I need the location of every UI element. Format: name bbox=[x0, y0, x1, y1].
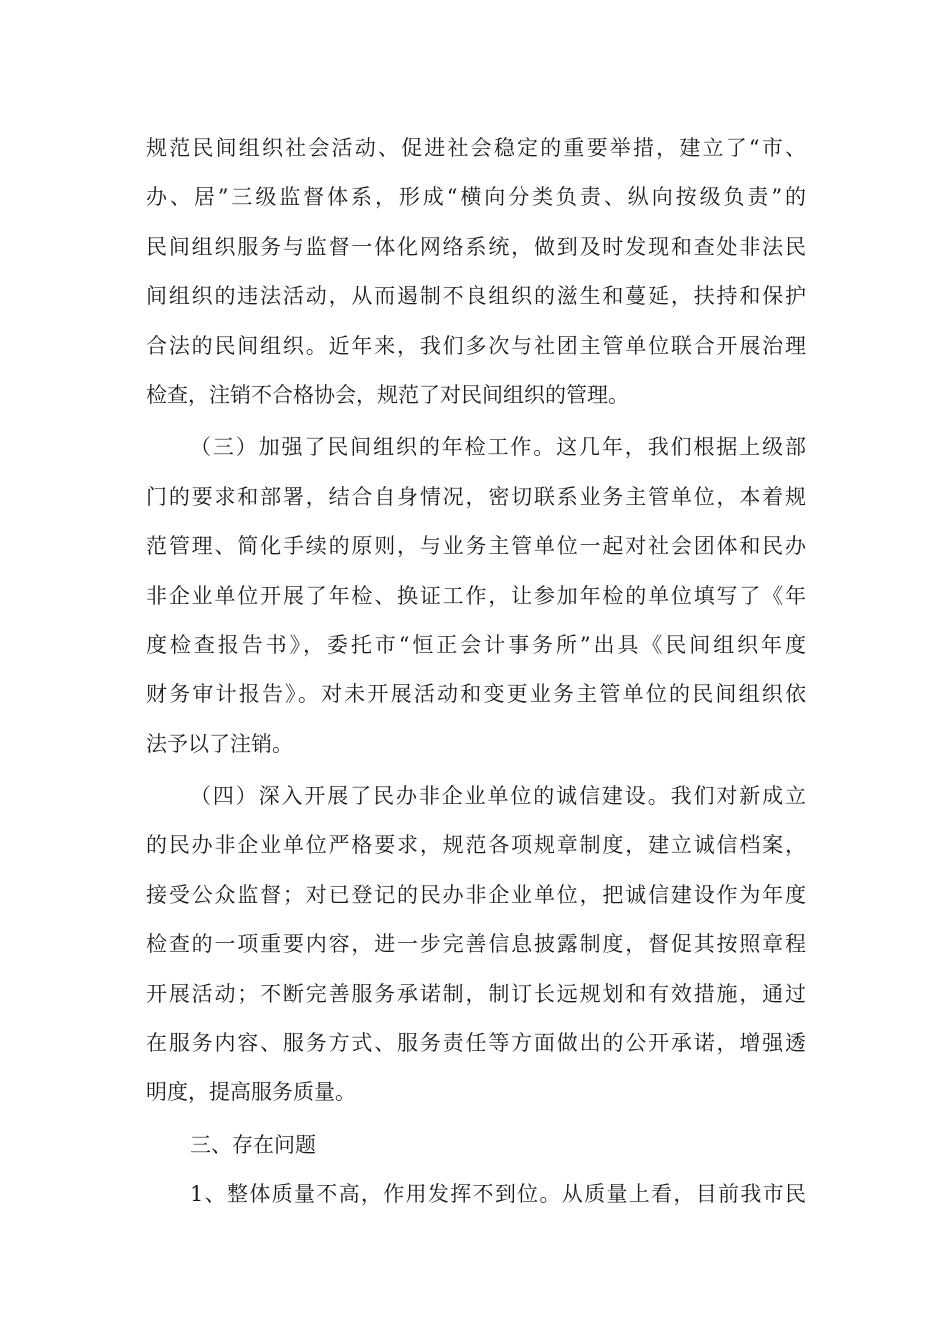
text-line: 法予以了注销。 bbox=[146, 731, 293, 756]
text-line: 度检查报告书》，委托市“恒正会计事务所”出具《民间组织年度 bbox=[146, 632, 806, 657]
numbered-paragraph: 1、整体质量不高，作用发挥不到位。从质量上看，目前我市民 bbox=[190, 1182, 806, 1207]
text-line: 开展活动；不断完善服务承诺制，制订长远规划和有效措施，通过 bbox=[146, 981, 806, 1006]
text-line: 在服务内容、服务方式、服务责任等方面做出的公开承诺，增强透 bbox=[146, 1031, 806, 1056]
text-line: 检查的一项重要内容，进一步完善信息披露制度，督促其按照章程 bbox=[146, 932, 806, 957]
body-text bbox=[146, 124, 806, 1220]
text-line: 办、居”三级监督体系，形成“横向分类负责、纵向按级负责”的 bbox=[146, 185, 806, 210]
text-line: 间组织的违法活动，从而遏制不良组织的滋生和蔓延，扶持和保护 bbox=[146, 284, 806, 309]
text-line: 非企业单位开展了年检、换证工作，让参加年检的单位填写了《年 bbox=[146, 583, 806, 608]
text-line: 的民办非企业单位严格要求，规范各项规章制度，建立诚信档案， bbox=[146, 833, 806, 858]
text-line: 财务审计报告》。对未开展活动和变更业务主管单位的民间组织依 bbox=[146, 682, 806, 707]
text-line: 规范民间组织社会活动、促进社会稳定的重要举措，建立了“市、 bbox=[146, 136, 806, 160]
text-line: 接受公众监督；对已登记的民办非企业单位，把诚信建设作为年度 bbox=[146, 882, 806, 907]
text-line: 范管理、简化手续的原则，与业务主管单位一起对社会团体和民办 bbox=[146, 534, 806, 559]
text-line: 门的要求和部署，结合自身情况，密切联系业务主管单位，本着规 bbox=[146, 484, 806, 509]
text-line: 合法的民间组织。近年来，我们多次与社团主管单位联合开展治理 bbox=[146, 333, 806, 358]
section-heading: 三、存在问题 bbox=[190, 1132, 316, 1157]
paragraph-heading-4: （四）深入开展了民办非企业单位的诚信建设。我们对新成立 bbox=[190, 784, 806, 809]
text-line: 民间组织服务与监督一体化网络系统，做到及时发现和查处非法民 bbox=[146, 234, 806, 259]
text-line: 检查，注销不合格协会，规范了对民间组织的管理。 bbox=[146, 382, 629, 407]
paragraph-heading-3: （三）加强了民间组织的年检工作。这几年，我们根据上级部 bbox=[190, 435, 806, 460]
text-line: 明度，提高服务质量。 bbox=[146, 1080, 356, 1105]
